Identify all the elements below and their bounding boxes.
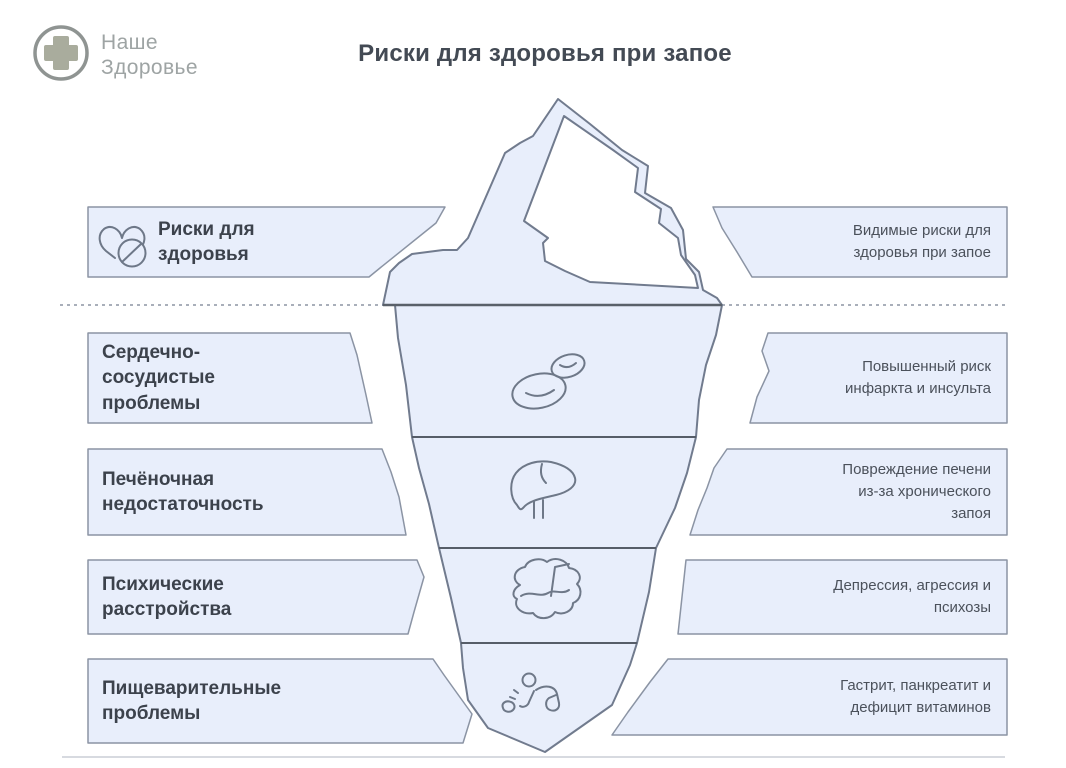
brand-name-line2: Здоровье [101,55,198,79]
row4-right-text: Гастрит, панкреатит и дефицит витаминов [840,677,991,716]
row4-left-title: Пищеварительные проблемы [102,677,282,724]
row3-left-title: Психические расстройства [102,573,232,620]
iceberg-tip [383,99,722,305]
brand-name-line1: Наше [101,31,158,54]
surface-row-right-text: Видимые риски для здоровья при запое [852,222,991,261]
row2-left-title: Печёночная недостаточность [102,468,264,515]
row2-right-text: Повреждение печени из-за хронического запоя [842,461,991,522]
surface-row-left-title: Риски для здоровья [158,218,255,265]
row1-right-text: Повышенный риск инфаркта и инсульта [845,358,991,397]
row3-right-text: Депрессия, агрессия и психозы [833,577,991,616]
row1-left-title: Сердечно-сосудистые проблемы [102,342,215,414]
page-title: Риски для здоровья при запое [358,40,732,67]
